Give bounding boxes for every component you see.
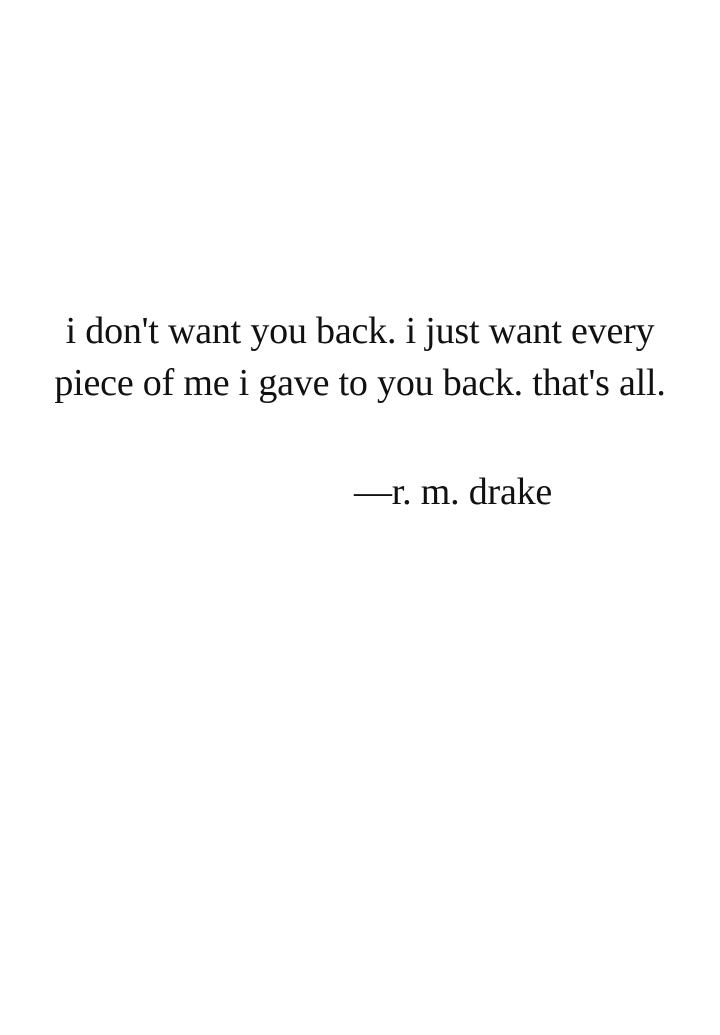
quote-line-2: piece of me i gave to you back. that's all.	[54, 362, 666, 404]
quote-text	[0, 305, 720, 409]
quote-line-1: i don't want you back. i just want every	[65, 310, 655, 352]
quote-attribution: —r. m. drake	[354, 471, 553, 513]
